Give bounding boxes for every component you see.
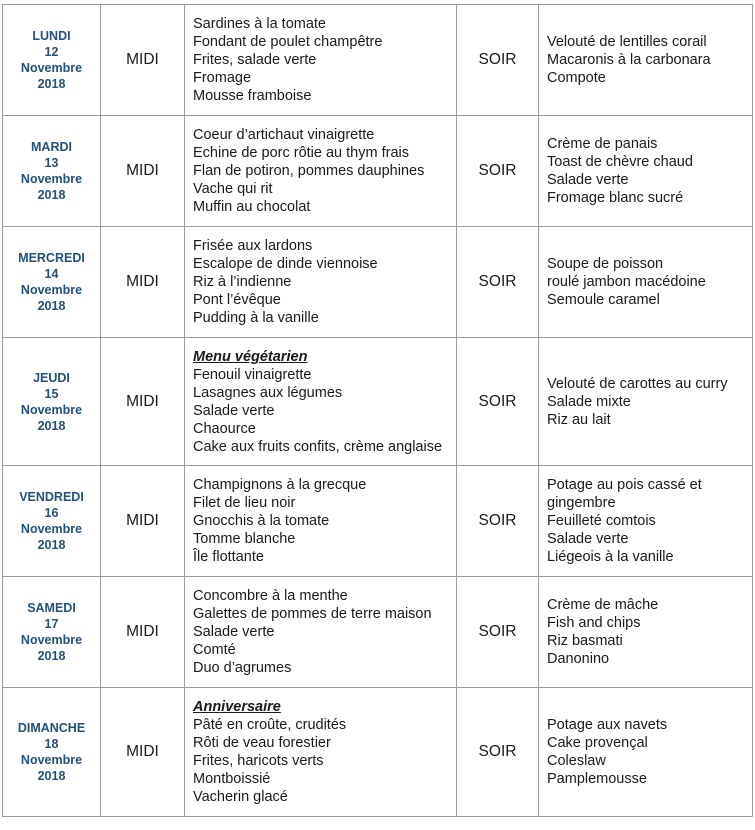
dinner-menu [539, 338, 753, 466]
lunch-dish: Frisée aux lardons [193, 238, 313, 254]
lunch-menu [185, 688, 457, 817]
day-year: 2018 [37, 649, 66, 663]
lunch-dish: Pont l’évêque [193, 292, 281, 308]
day-name: VENDREDI [19, 490, 84, 504]
dinner-dish: gingembre [547, 495, 616, 511]
midi-label: MIDI [101, 577, 185, 688]
day-name: SAMEDI [27, 601, 76, 615]
day-month: Novembre [20, 172, 83, 186]
lunch-menu [185, 338, 457, 466]
day-year: 2018 [37, 769, 66, 783]
day-date: 17 [44, 617, 59, 631]
midi-label: MIDI [101, 227, 185, 338]
day-cell [3, 5, 101, 116]
midi-label: MIDI [101, 5, 185, 116]
day-month: Novembre [20, 753, 83, 767]
day-name: DIMANCHE [17, 721, 86, 735]
day-year: 2018 [37, 418, 66, 433]
day-row-mercredi [3, 227, 753, 338]
midi-label: MIDI [101, 338, 185, 466]
soir-label: SOIR [457, 5, 539, 116]
day-year: 2018 [37, 77, 66, 91]
lunch-dish: Comté [193, 642, 236, 658]
dinner-menu [539, 227, 753, 338]
dinner-dish: Liégeois à la vanille [547, 549, 674, 565]
dinner-menu [539, 5, 753, 116]
lunch-menu [185, 466, 457, 577]
lunch-dish: Chaource [193, 420, 256, 437]
day-year: 2018 [37, 538, 66, 552]
lunch-dish: Pâté en croûte, crudités [193, 717, 347, 733]
day-month: Novembre [20, 283, 83, 297]
dinner-dish: Potage au pois cassé et [547, 477, 702, 493]
lunch-dish: Duo d’agrumes [193, 660, 292, 676]
day-month: Novembre [20, 402, 83, 417]
lunch-dish: Vacherin glacé [193, 789, 288, 805]
day-name: MERCREDI [18, 251, 85, 265]
day-row-vendredi [3, 466, 753, 577]
day-name: LUNDI [32, 29, 71, 43]
dinner-dish: Pamplemousse [547, 771, 647, 787]
day-row-dimanche [3, 688, 753, 817]
lunch-dish: Rôti de veau forestier [193, 735, 331, 751]
dinner-menu [539, 577, 753, 688]
dinner-menu [539, 466, 753, 577]
lunch-menu [185, 5, 457, 116]
soir-label: SOIR [457, 688, 539, 817]
lunch-dish: Galettes de pommes de terre maison [193, 606, 432, 622]
day-date: 15 [44, 386, 59, 401]
day-date: 12 [44, 45, 59, 59]
dinner-dish: Salade verte [547, 172, 629, 188]
day-row-mardi [3, 116, 753, 227]
day-cell [3, 466, 101, 577]
dinner-dish: Velouté de lentilles corail [547, 34, 707, 50]
midi-label: MIDI [101, 688, 185, 817]
lunch-dish: Concombre à la menthe [193, 588, 348, 604]
dinner-dish: Crème de panais [547, 136, 658, 152]
dinner-dish: Riz basmati [547, 633, 623, 649]
dinner-menu [539, 688, 753, 817]
lunch-dish: Île flottante [193, 549, 264, 565]
day-date: 16 [44, 506, 59, 520]
day-cell [3, 227, 101, 338]
lunch-dish: Fondant de poulet champêtre [193, 34, 383, 50]
dinner-dish: Riz au lait [547, 411, 611, 428]
lunch-menu [185, 116, 457, 227]
day-date: 13 [44, 156, 59, 170]
lunch-dish: Pudding à la vanille [193, 310, 319, 326]
day-name: MARDI [31, 140, 72, 154]
day-cell [3, 688, 101, 817]
day-row-jeudi [3, 338, 753, 466]
lunch-dish: Flan de potiron, pommes dauphines [193, 163, 425, 179]
soir-label: SOIR [457, 338, 539, 466]
lunch-dish: Mousse framboise [193, 88, 312, 104]
day-year: 2018 [37, 299, 66, 313]
midi-label: MIDI [101, 116, 185, 227]
lunch-dish: Cake aux fruits confits, crème anglaise [193, 438, 443, 455]
day-cell [3, 338, 101, 466]
dinner-dish: Soupe de poisson [547, 256, 664, 272]
lunch-dish: Tomme blanche [193, 531, 296, 547]
day-month: Novembre [20, 633, 83, 647]
dinner-dish: Coleslaw [547, 753, 606, 769]
dinner-dish: Fish and chips [547, 615, 641, 631]
dinner-dish: Cake provençal [547, 735, 648, 751]
menu-body [3, 5, 753, 817]
lunch-menu [185, 577, 457, 688]
lunch-dish: Vache qui rit [193, 181, 273, 197]
dinner-dish: Velouté de carottes au curry [547, 375, 728, 392]
soir-label: SOIR [457, 227, 539, 338]
day-cell [3, 577, 101, 688]
dinner-dish: Potage aux navets [547, 717, 668, 733]
lunch-dish: Salade verte [193, 402, 275, 419]
dinner-dish: Crème de mâche [547, 597, 659, 613]
day-row-samedi [3, 577, 753, 688]
lunch-dish: Filet de lieu noir [193, 495, 296, 511]
midi-label: MIDI [101, 466, 185, 577]
lunch-dish: Lasagnes aux légumes [193, 384, 343, 401]
day-date: 18 [44, 737, 59, 751]
dinner-dish: Semoule caramel [547, 292, 660, 308]
dinner-dish: Toast de chèvre chaud [547, 154, 693, 170]
weekly-menu-table [2, 4, 753, 817]
lunch-dish: Coeur d’artichaut vinaigrette [193, 127, 375, 143]
soir-label: SOIR [457, 577, 539, 688]
lunch-dish: Echine de porc rôtie au thym frais [193, 145, 409, 161]
day-name: JEUDI [33, 370, 70, 385]
day-month: Novembre [20, 522, 83, 536]
dinner-dish: roulé jambon macédoine [547, 274, 706, 290]
dinner-dish: Salade mixte [547, 393, 631, 410]
day-year: 2018 [37, 188, 66, 202]
lunch-dish: Fromage [193, 70, 252, 86]
dinner-dish: Fromage blanc sucré [547, 190, 684, 206]
lunch-dish: Salade verte [193, 624, 275, 640]
lunch-dish: Champignons à la grecque [193, 477, 367, 493]
soir-label: SOIR [457, 466, 539, 577]
dinner-dish: Salade verte [547, 531, 629, 547]
dinner-dish: Danonino [547, 651, 610, 667]
dinner-dish: Feuilleté comtois [547, 513, 656, 529]
lunch-theme: Anniversaire [193, 699, 281, 715]
lunch-theme: Menu végétarien [193, 348, 308, 365]
lunch-dish: Frites, salade verte [193, 52, 317, 68]
lunch-dish: Fenouil vinaigrette [193, 366, 312, 383]
lunch-dish: Gnocchis à la tomate [193, 513, 330, 529]
lunch-dish: Riz à l’indienne [193, 274, 292, 290]
day-cell [3, 116, 101, 227]
lunch-dish: Sardines à la tomate [193, 16, 326, 32]
dinner-menu [539, 116, 753, 227]
day-row-lundi [3, 5, 753, 116]
lunch-dish: Muffin au chocolat [193, 199, 311, 215]
lunch-dish: Escalope de dinde viennoise [193, 256, 378, 272]
soir-label: SOIR [457, 116, 539, 227]
day-month: Novembre [20, 61, 83, 75]
lunch-dish: Montboissié [193, 771, 271, 787]
dinner-dish: Compote [547, 70, 606, 86]
lunch-dish: Frites, haricots verts [193, 753, 324, 769]
day-date: 14 [44, 267, 59, 281]
lunch-menu [185, 227, 457, 338]
dinner-dish: Macaronis à la carbonara [547, 52, 711, 68]
